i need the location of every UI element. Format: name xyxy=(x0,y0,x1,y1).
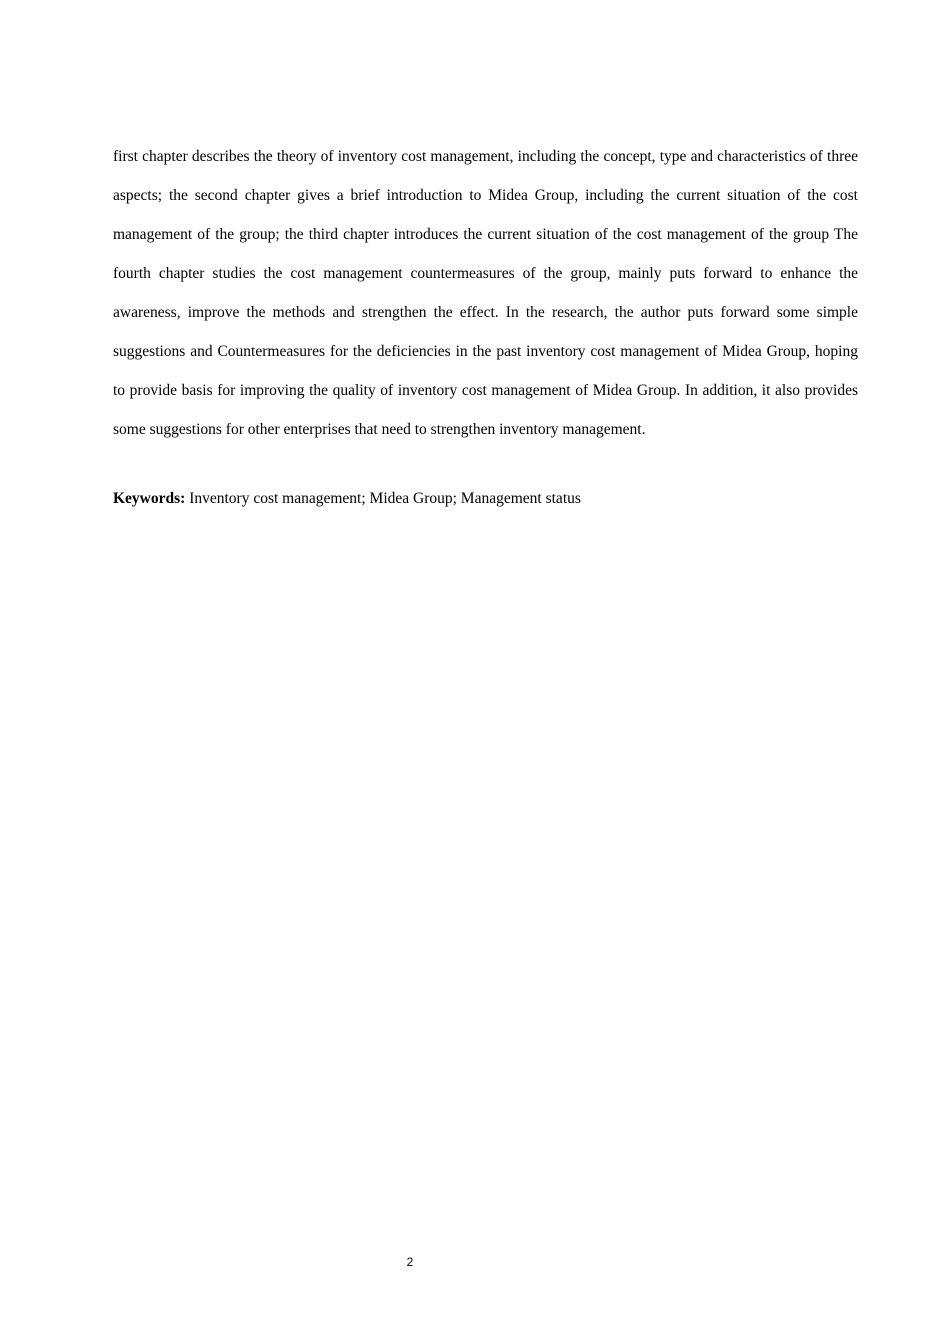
abstract-paragraph: first chapter describes the theory of inventory cost management, including the concept, type and characteristics of three aspects; the second chapter gives a brief introduction to Midea Group, including the current situation of the cost management of the group; the third chapter introduces the current situation of the cost management of the group The fourth chapter studies the cost management countermeasures of the group, mainly puts forward to enhance the awareness, improve the methods and strengthen the effect. In the research, the author puts forward some simple suggestions and Countermeasures for the deficiencies in the past inventory cost management of Midea Group, hoping to provide basis for improving the quality of inventory cost management of Midea Group. In addition, it also provides some suggestions for other enterprises that need to strengthen inventory management. xyxy=(113,148,858,438)
keywords-text: Inventory cost management; Midea Group; Management status xyxy=(185,490,581,507)
page-number: 2 xyxy=(406,1255,414,1269)
keywords-line xyxy=(113,486,858,512)
keywords-label: Keywords: xyxy=(113,490,186,507)
